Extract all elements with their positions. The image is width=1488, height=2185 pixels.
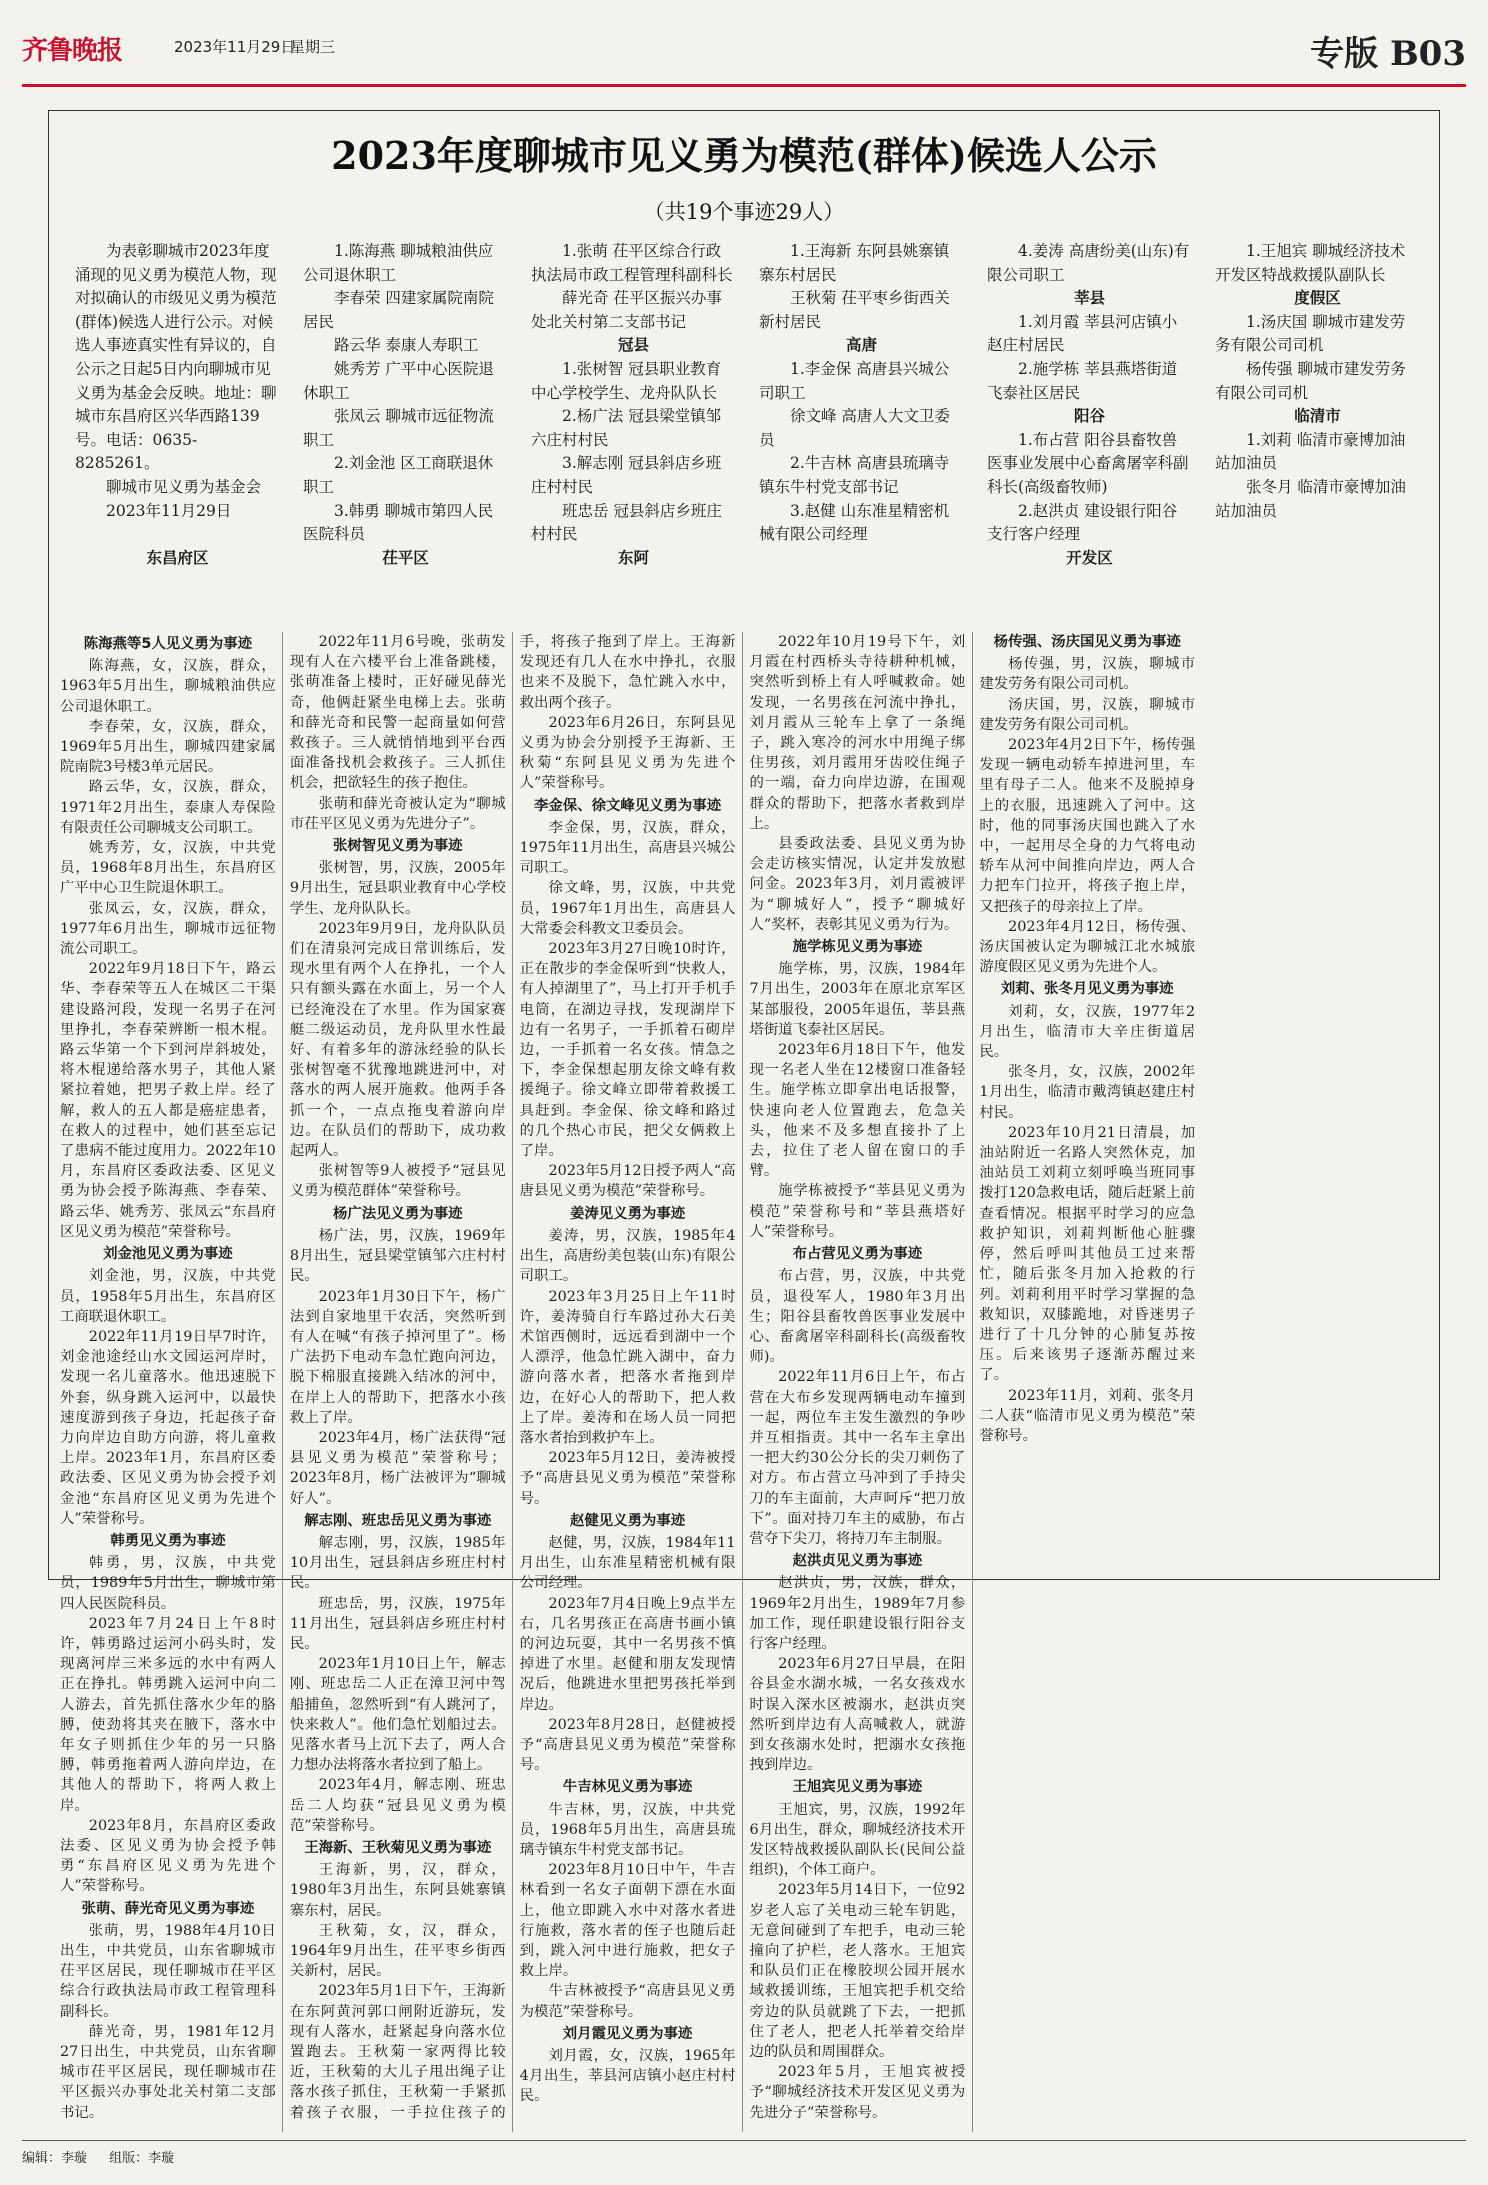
story-paragraph: 2022年9月18日下午，路云华、李春荣等五人在城区二干渠建设路河段，发现一名男子在河里挣扎，李春荣辨断一根木棍。路云华第一个下到河岸斜坡处，将木棍递给落水男子，其他人紧紧拉着她，把男子救上岸。经了解，救人的五人都是癌症患者，在救人的过程中，她们甚至忘记了患病不能过度用力。2022年10月，东昌府区委政法委、区见义勇为协会授予陈海燕、李春荣、路云华、姚秀芳、张凤云“东昌府区见义勇为模范”荣誉称号。 (60, 961, 276, 1240)
story-paragraph: 2023年3月25日上午11时许，姜涛骑自行车路过孙大石美术馆西侧时，远远看到湖中一个人漂浮，他急忙跳入湖中，奋力游向落水者，把落水者拖到岸边，在好心人的帮助下，把人救上了岸。姜涛和在场人员一同把落水者抬到救护车上。 (519, 1288, 736, 1446)
story-title: 施学栋见义勇为事迹 (792, 939, 923, 956)
newspaper-logo: 齐鲁晚报 (22, 36, 123, 66)
list-item: 聊城市见义勇为基金会 (106, 477, 262, 496)
list-item: 1.李金保 高唐县兴城公司职工 (759, 359, 950, 402)
story-paragraph: 张萌，男，1988年4月10日出生，中共党员，山东省聊城市茌平区居民，现任聊城市茌平区综合行政执法局市政工程管理科副科长。 (60, 1922, 276, 2020)
story-paragraph: 2023年10月21日清晨，加油站附近一名路人突然休克，加油站员工刘莉立刻呼唤当班同事拨打120急救电话，随后赶紧上前查看情况。根据平时学习的应急救护知识，刘莉判断他心脏骤停，然后呼叫其他员工过来帮忙，随后张冬月加入抢救的行列。刘莉利用平时学习掌握的急救知识，双膝跪地，对昏迷男子进行了十几分钟的心肺复苏按压。后来该男子逐渐苏醒过来了。 (979, 1124, 1196, 1384)
story-title: 牛吉林见义勇为事迹 (562, 1779, 693, 1796)
district-heading: 东昌府区 (146, 548, 209, 567)
story-paragraph: 2023年6月26日，东阿县见义勇为协会分别授予王海新、王秋菊“东阿县见义勇为先进个人”荣誉称号。 (519, 714, 736, 792)
subheadline: （共19个事迹29人） (643, 200, 845, 224)
list-item: 3.解志刚 冠县斜店乡班庄村村民 (531, 454, 722, 496)
layout-credit: 组版：李璇 (109, 2151, 175, 2166)
list-item: 1.汤庆国 聊城市建发劳务有限公司司机 (1215, 312, 1406, 355)
district-heading: 茌平区 (382, 548, 429, 567)
list-item: 1.刘莉 临清市豪博加油站加油员 (1215, 430, 1406, 473)
story-title: 布占营见义勇为事迹 (792, 1246, 923, 1263)
story-paragraph: 2023年8月10日中午，牛吉林看到一名女子面朝下漂在水面上，他立即跳入水中对落水者进行施救，落水者的侄子也随后赶到，跳入河中进行施救，把女子救上岸。 (519, 1862, 736, 1980)
list-item: 班忠岳 冠县斜店乡班庄村村民 (531, 501, 722, 544)
story-paragraph: 2022年11月19日早7时许，刘金池途经山水文园运河岸时，发现一名儿童落水。他迅速脱下外套，纵身跳入运河中，以最快速度游到孩子身边，托起孩子奋力向岸边自助方向游，将儿童救上岸。2023年1月，东昌府区委政法委、区见义勇为协会授予刘金池“东昌府区见义勇为先进个人”荣誉称号。 (60, 1328, 276, 1527)
story-title: 王海新、王秋菊见义勇为事迹 (304, 1839, 492, 1856)
list-item: 2023年11月29日 (106, 501, 232, 520)
story-paragraph: 张凤云，女，汉族，群众，1977年6月出生，聊城市远征物流公司职工。 (60, 900, 276, 958)
story-paragraph: 2023年5月12日，姜涛被授予“高唐县见义勇为模范”荣誉称号。 (519, 1450, 736, 1507)
story-paragraph: 2023年1月30日下午，杨广法到自家地里干农活，突然听到有人在喊“有孩子掉河里了”。杨广法扔下电动车急忙跑向河边，脱下棉服直接跳入结冰的河中，在岸上人的帮助下，把落水小孩救上了岸。 (289, 1288, 506, 1426)
story-paragraph: 赵健，男，汉族，1984年11月出生，山东准星精密机械有限公司经理。 (519, 1534, 736, 1592)
story-paragraph: 张树智等9人被授予“冠县见义勇为模范群体”荣誉称号。 (289, 1163, 506, 1200)
list-item: 为表彰聊城市2023年度涌现的见义勇为模范人物，现对拟确认的市级见义勇为模范(群体)候选人进行公示。对候选人事迹真实性有异议的，自公示之日起5日内向聊城市见义勇为基金会反映。地址：聊城市东昌府区兴华西路139号。电话：0635-8285261。 (75, 242, 277, 473)
list-item: 1.布占营 阳谷县畜牧兽医事业发展中心畜禽屠宰科副科长(高级畜牧师) (987, 430, 1189, 496)
story-paragraph: 2022年10月19号下午，刘月霞在村西桥头寺待耕种机械，突然听到桥上有人呼喊救命。她发现，一名男孩在河流中挣扎，刘月霞从三轮车上拿了一条绳子，跳入寒冷的河水中用绳子绑住男孩，刘月霞用牙齿咬住绳子的一端，奋力向岸边游，在围观群众的帮助下，把落水者救到岸上。 (749, 634, 966, 832)
story-title: 刘月霞见义勇为事迹 (562, 2025, 693, 2042)
story-paragraph: 2023年7月24日上午8时许，韩勇路过运河小码头时，发现离河岸三米多远的水中有两人正在挣扎。韩勇跳入运河中向二人游去，首先抓住落水少年的胳膊，使劲将其夹在腋下，落水中年女子则抓住少年的另一只胳膊，韩勇拖着两人游向岸边，在其他人的帮助下，将两人救上岸。 (60, 1615, 276, 1814)
list-item: 姚秀芳 广平中心医院退休职工 (303, 359, 494, 402)
story-title: 刘金池见义勇为事迹 (103, 1246, 233, 1263)
editor-credit: 编辑：李璇 (22, 2151, 88, 2166)
story-title: 陈海燕等5人见义勇为事迹 (83, 636, 253, 652)
story-paragraph: 赵洪贞，男，汉族，群众，1969年2月出生，1989年7月参加工作，现任职建设银行阳谷支行客户经理。 (749, 1575, 966, 1652)
district-heading: 莘县 (1073, 289, 1105, 308)
story-paragraph: 王海新，男，汉，群众，1980年3月出生，东阿县姚寨镇寨东村，居民。 (289, 1862, 506, 1919)
district-heading: 度假区 (1294, 289, 1341, 308)
district-heading: 高唐 (845, 336, 877, 355)
story-paragraph: 李金保，男，汉族，群众，1975年11月出生，高唐县兴城公司职工。 (519, 819, 736, 877)
story-title: 赵洪贞见义勇为事迹 (792, 1553, 923, 1570)
story-paragraph: 2022年11月6日上午，布占营在大布乡发现两辆电动车撞到一起，两位车主发生激烈的争吵并互相指责。其中一名车主拿出一把大约30公分长的尖刀刺伤了对方。布占营立马冲到了手持尖刀的车主面前，大声呵斥“把刀放下”。面对持刀车主的威胁，布占营夺下尖刀，将持刀车主制服。 (749, 1369, 966, 1547)
story-paragraph: 陈海燕，女，汉族，群众，1963年5月出生，聊城粮油供应公司退休职工。 (60, 658, 276, 715)
story-paragraph: 2023年5月14日下，一位92岁老人忘了关电动三轮车钥匙，无意间碰到了车把手，电动三轮撞向了护栏，老人落水。王旭宾和队员们正在橡胶坝公园开展水域救援训练，王旭宾把手机交给旁边的队员就跳了下去，一把抓住了老人，把老人托举着交给岸边的队员和周围群众。 (749, 1882, 966, 2061)
story-paragraph: 2023年5月12日授予两人“高唐县见义勇为模范”荣誉称号。 (519, 1163, 736, 1200)
story-paragraph: 路云华，女，汉族，群众，1971年2月出生，泰康人寿保险有限责任公司聊城支公司职工。 (60, 779, 276, 836)
story-paragraph: 王秋菊，女，汉，群众，1964年9月出生，茌平枣乡街西关新村，居民。 (289, 1922, 506, 1980)
list-item: 张冬月 临清市豪博加油站加油员 (1215, 477, 1406, 520)
story-paragraph: 韩勇，男，汉族，中共党员，1989年5月出生，聊城市第四人民医院科员。 (60, 1555, 276, 1612)
list-item: 1.王海新 东阿县姚寨镇寨东村居民 (759, 242, 950, 284)
list-item: 1.张萌 茌平区综合行政执法局市政工程管理科副科长 (531, 242, 733, 284)
story-paragraph: 2023年6月18日下午，他发现一名老人坐在12楼窗口准备轻生。施学栋立即拿出电话报警，快速向老人位置跑去，危急关头，他来不及多想直接扑了上去，拉住了老人留在窗口的手臂。 (749, 1042, 966, 1180)
story-title: 张萌、薛光奇见义勇为事迹 (81, 1900, 255, 1917)
story-paragraph: 2023年9月9日，龙舟队队员们在清泉河完成日常训练后，发现水里有两个人在挣扎，一个人只有额头露在水面上，另一个人已经淹没在了水里。作为国家赛艇二级运动员，龙舟队里水性最好、有着多年的游泳经验的队长张树智毫不犹豫地跳进河中，对落水的两人展开施救。他两手各抓一个，一点点拖曳着游向岸边。在队员们的帮助下，成功救起两人。 (289, 920, 506, 1160)
story-paragraph: 2023年8月28日，赵健被授予“高唐县见义勇为模范”荣誉称号。 (519, 1716, 736, 1774)
story-paragraph: 2023年5月，王旭宾被授予“聊城经济技术开发区见义勇为先进分子”荣誉称号。 (749, 2064, 966, 2121)
story-title: 赵健见义勇为事迹 (570, 1512, 686, 1529)
list-item: 徐文峰 高唐人大文卫委员 (759, 407, 950, 449)
story-paragraph: 牛吉林，男，汉族，中共党员，1968年5月出生，高唐县琉璃寺镇东牛村党支部书记。 (519, 1801, 736, 1858)
issue-date: 2023年11月29日 (174, 38, 296, 56)
list-item: 2.施学栋 莘县燕塔街道飞泰社区居民 (987, 359, 1178, 402)
story-paragraph: 2022年11月6号晚，张萌发现有人在六楼平台上准备跳楼，张萌准备上楼时，正好碰见薛光奇，他俩赶紧坐电梯上去。张萌和薛光奇和民警一起商量如何营救孩子。三人就悄悄地到平台西面准备找机会救孩子。三人抓住机会，把欲轻生的孩子抱住。 (289, 634, 506, 792)
masthead (22, 18, 1466, 78)
story-paragraph: 2023年4月12日，杨传强、汤庆国被认定为聊城江北水城旅游度假区见义勇为先进个人。 (979, 918, 1196, 976)
list-item: 2.赵洪贞 建设银行阳谷支行客户经理 (987, 501, 1178, 544)
story-title: 杨传强、汤庆国见义勇为事迹 (993, 634, 1181, 650)
story-paragraph: 牛吉林被授予“高唐县见义勇为模范”荣誉称号。 (519, 1983, 736, 2020)
list-item: 4.姜涛 高唐纷美(山东)有限公司职工 (987, 242, 1190, 284)
story-paragraph: 2023年4月，解志刚、班忠岳二人均获“冠县见义勇为模范”荣誉称号。 (289, 1777, 506, 1834)
story-title: 李金保、徐文峰见义勇为事迹 (534, 797, 722, 814)
list-item: 2.牛吉林 高唐县琉璃寺镇东牛村党支部书记 (759, 454, 950, 496)
issue-weekday: 星期三 (290, 38, 336, 56)
story-paragraph: 县委政法委、县见义勇为协会走访核实情况，认定并发放慰问金。2023年3月，刘月霞被评为“聊城好人”，授予“聊城好人”奖杯，表彰其见义勇为行为。 (749, 836, 966, 933)
story-columns (60, 632, 1425, 2132)
list-item: 1.陈海燕 聊城粮油供应公司退休职工 (303, 242, 494, 284)
story-paragraph: 姚秀芳，女，汉族，中共党员，1968年8月出生，东昌府区广平中心卫生院退休职工。 (60, 840, 276, 897)
list-item: 3.韩勇 聊城市第四人民医院科员 (303, 501, 494, 544)
story-title: 杨广法见义勇为事迹 (332, 1205, 463, 1222)
list-item: 杨传强 聊城市建发劳务有限公司司机 (1215, 359, 1406, 402)
headline: 2023年度聊城市见义勇为模范(群体)候选人公示 (331, 133, 1157, 178)
story-paragraph: 施学栋，男，汉族，1984年7月出生，2003年在原北京军区某部服役，2005年退伍，莘县燕塔街道飞泰社区居民。 (749, 961, 966, 1038)
story-paragraph: 2023年7月4日晚上9点半左右，几名男孩正在高唐书画小镇的河边玩耍，其中一名男孩不慎掉进了水里。赵健和朋友发现情况后，他跳进水里把男孩托举到岸边。 (519, 1595, 736, 1713)
story-paragraph: 张萌和薛光奇被认定为“聊城市茌平区见义勇为先进分子”。 (289, 795, 506, 832)
story-paragraph: 刘莉，女，汉族，1977年2月出生，临清市大辛庄街道居民。 (979, 1003, 1196, 1061)
story-paragraph: 汤庆国，男，汉族，聊城市建发劳务有限公司司机。 (979, 696, 1196, 733)
list-item: 李春荣 四建家属院南院居民 (303, 289, 494, 331)
story-paragraph: 2023年4月2日下午，杨传强发现一辆电动轿车掉进河里，车里有母子二人。他来不及脱掉身上的衣服，迅速跳入了河中。这时，他的同事汤庆国也跳入了水中，一起用尽全身的力气将电动轿车从河中间推向岸边，两人合力把车门拉开，将孩子抱上岸，又把孩子的母亲拉上了岸。 (979, 737, 1196, 915)
story-title: 姜涛见义勇为事迹 (570, 1205, 686, 1222)
story-title: 刘莉、张冬月见义勇为事迹 (1000, 981, 1174, 998)
district-heading: 阳谷 (1073, 407, 1105, 426)
story-paragraph: 薛光奇，男，1981年12月27日出生，中共党员，山东省聊城市茌平区居民，现任聊城市茌平区振兴办事处北关村第二支部书记。 (60, 2023, 276, 2121)
story-paragraph: 姜涛，男，汉族，1985年4出生，高唐纷美包装(山东)有限公司职工。 (519, 1227, 736, 1285)
story-paragraph: 李春荣，女，汉族，群众，1969年5月出生，聊城四建家属院南院3号楼3单元居民。 (60, 718, 276, 776)
story-paragraph: 杨广法，男，汉族，1969年8月出生，冠县梁堂镇邹六庄村村民。 (289, 1227, 506, 1285)
spacer (75, 523, 280, 547)
district-heading: 冠县 (617, 336, 649, 355)
story-paragraph: 2023年8月，东昌府区委政法委、区见义勇为协会授予韩勇“东昌府区见义勇为先进个人”荣誉称号。 (60, 1817, 276, 1895)
district-heading: 东阿 (617, 548, 649, 567)
story-paragraph: 布占营，男，汉族，中共党员，退役军人，1980年3月出生；阳谷县畜牧兽医事业发展中心、畜禽屠宰科副科长(高级畜牧师)。 (749, 1268, 966, 1366)
story-paragraph: 张树智，男，汉族，2005年9月出生，冠县职业教育中心学校学生、龙舟队队长。 (289, 860, 506, 917)
story-paragraph: 张冬月，女，汉族，2002年1月出生，临清市戴湾镇赵建庄村村民。 (979, 1064, 1196, 1121)
story-title: 张树智见义勇为事迹 (332, 838, 463, 855)
masthead-rule (22, 84, 1466, 87)
story-paragraph: 班忠岳，男，汉族，1975年11月出生，冠县斜店乡班庄村村民。 (289, 1595, 506, 1652)
story-paragraph: 2023年4月，杨广法获得“冠县见义勇为模范”荣誉称号；2023年8月，杨广法被评为“聊城好人”。 (289, 1429, 506, 1507)
list-item: 王秋菊 茌平枣乡街西关新村居民 (759, 289, 950, 331)
story-paragraph: 解志刚，男，汉族，1985年10月出生，冠县斜店乡班庄村村民。 (289, 1534, 506, 1592)
story-paragraph: 王旭宾，男，汉族，1992年6月出生，群众，聊城经济技术开发区特战救援队副队长(民间公益组织)，个体工商户。 (749, 1801, 966, 1879)
story-paragraph: 施学栋被授予“莘县见义勇为模范”荣誉称号和“莘县燕塔好人”荣誉称号。 (749, 1183, 966, 1240)
list-item: 1.刘月霞 莘县河店镇小赵庄村居民 (987, 312, 1178, 355)
story-title: 解志刚、班忠岳见义勇为事迹 (304, 1512, 492, 1529)
candidate-list (75, 240, 1420, 600)
story-paragraph: 2023年3月27日晚10时许，正在散步的李金保听到“快救人，有人掉湖里了”，马上打开手机手电筒，在湖边寻找，发现湖岸下边有一名男子，一手抓着石砌岸边，一手抓着一名女孩。情急之下，李金保想起朋友徐文峰有救援绳子。徐文峰立即带着救援工具赶到。李金保、徐文峰和路过的几个热心市民，把父女俩救上了岸。 (519, 941, 736, 1160)
story-paragraph: 杨传强，男，汉族，聊城市建发劳务有限公司司机。 (979, 656, 1196, 693)
list-item: 3.赵健 山东准星精密机械有限公司经理 (759, 501, 950, 544)
district-heading: 开发区 (1066, 548, 1113, 567)
list-item: 张凤云 聊城市远征物流职工 (303, 407, 494, 449)
story-paragraph: 2023年5月1日下午，王海新在东阿黄河郭口闸附近游玩，发现有人落水，赶紧起身向落水位置跑去。王秋菊一家两得比较近，王秋菊的大儿子甩出绳子让落水孩子抓住，王秋菊一手紧抓着孩子衣服，一手拉住孩子的手，将孩子拖到了岸上。王海新发现还有几人在水中挣扎，衣服也来不及脱下，急忙跳入水中，救出两个孩子。 (289, 634, 736, 2121)
list-item: 1.张树智 冠县职业教育中心学校学生、龙舟队队长 (531, 359, 722, 402)
list-item: 路云华 泰康人寿职工 (334, 336, 479, 355)
story-paragraph: 刘月霞，女，汉族，1965年4月出生，莘县河店镇小赵庄村村民。 (519, 2048, 736, 2105)
list-item: 1.王旭宾 聊城经济技术开发区特战救援队副队长 (1215, 242, 1406, 284)
story-paragraph: 2023年11月，刘莉、张冬月二人获“临清市见义勇为模范”荣誉称号。 (979, 1387, 1196, 1444)
district-heading: 临清市 (1294, 407, 1341, 426)
story-paragraph: 2023年1月10日上午，解志刚、班忠岳二人正在漳卫河中驾船捕鱼，忽然听到“有人跳河了，快来救人”。他们急忙划船过去。见落水者马上沉下去了，两人合力想办法将落水者拉到了船上。 (289, 1656, 506, 1774)
story-title: 韩勇见义勇为事迹 (110, 1532, 226, 1549)
story-paragraph: 徐文峰，男，汉族，中共党员，1967年1月出生，高唐县人大常委会科教文卫委员会。 (519, 880, 736, 937)
story-paragraph: 2023年6月27日早晨，在阳谷县金水湖水城，一名女孩戏水时误入深水区被溺水，赵洪贞突然听到岸边有人高喊救人，就游到女孩溺水处时，把溺水女孩拖拽到岸边。 (749, 1656, 966, 1774)
story-title: 王旭宾见义勇为事迹 (792, 1779, 923, 1796)
page-footer (22, 2140, 1466, 2166)
story-paragraph: 刘金池，男，汉族，中共党员，1958年5月出生，东昌府区工商联退休职工。 (60, 1268, 276, 1325)
list-item: 薛光奇 茌平区振兴办事处北关村第二支部书记 (531, 289, 722, 331)
section-label: 专版 B03 (1310, 34, 1466, 74)
list-item: 2.杨广法 冠县梁堂镇邹六庄村村民 (531, 407, 722, 449)
list-item: 2.刘金池 区工商联退休职工 (303, 454, 494, 496)
